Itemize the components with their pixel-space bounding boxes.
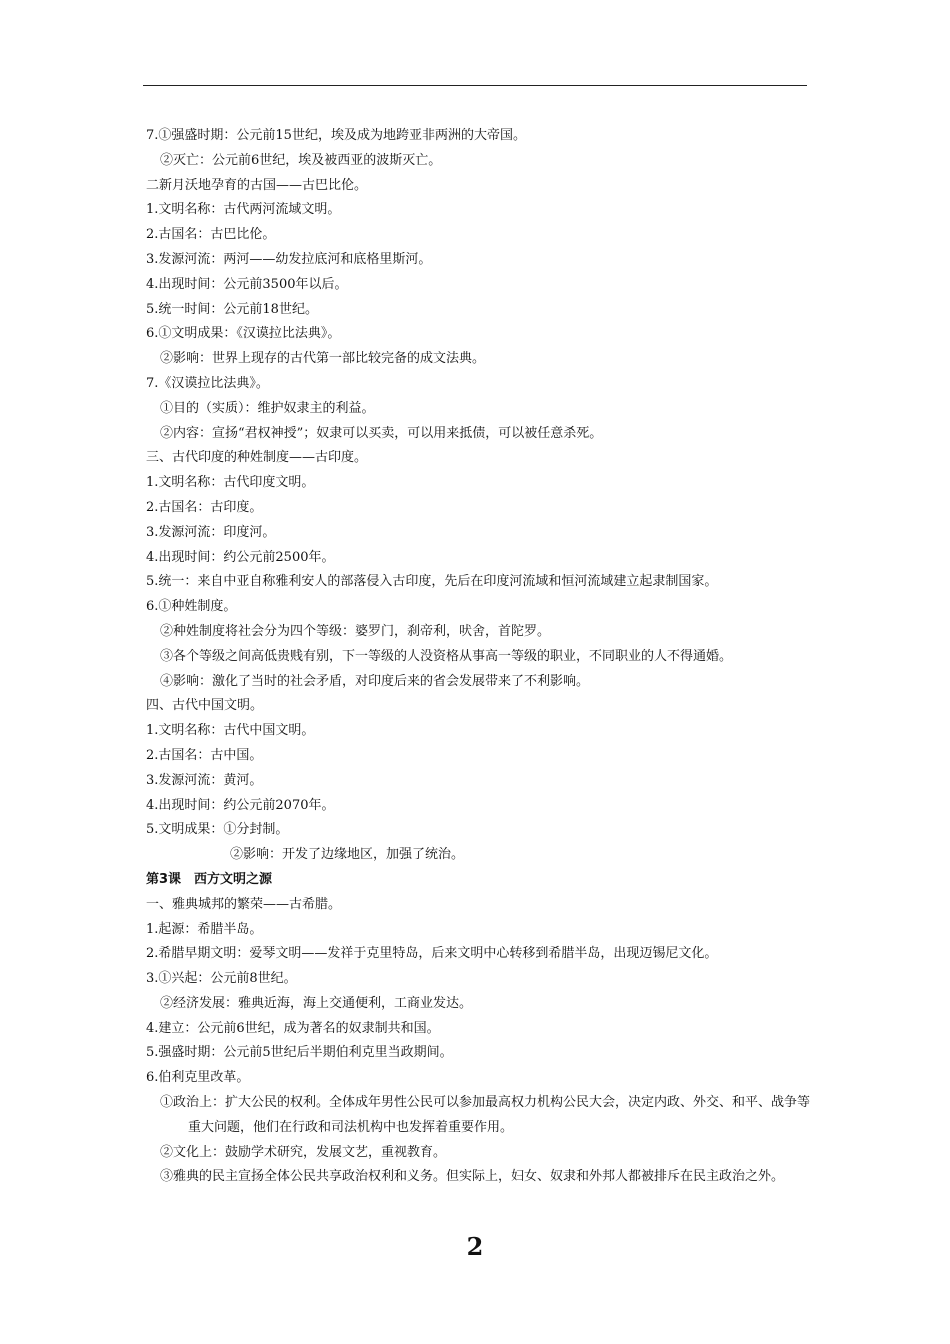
text-line: 4.出现时间：约公元前2500年。 — [146, 549, 335, 565]
text-line: ②文化上：鼓励学术研究，发展文艺，重视教育。 — [160, 1144, 447, 1160]
text-line: 3.发源河流：黄河。 — [146, 772, 263, 788]
text-line: 4.出现时间：公元前3500年以后。 — [146, 276, 348, 292]
text-line: ①目的（实质）：维护奴隶主的利益。 — [160, 400, 375, 416]
text-line: ②经济发展：雅典近海，海上交通便利，工商业发达。 — [160, 995, 473, 1011]
text-line: 2.古国名：古巴比伦。 — [146, 227, 276, 243]
document-body — [0, 124, 950, 1190]
text-line: 1.文明名称：古代两河流域文明。 — [146, 202, 341, 218]
wrapped-text: ③雅典的民主宣扬全体公民共享政治权利和义务。但实际上，妇女、奴隶和外邦人都被排斥在民主政治之外。 — [160, 1169, 785, 1185]
header-rule — [143, 85, 807, 86]
text-line: 2.古国名：古中国。 — [146, 747, 263, 763]
wrapped-text: ①政治上：扩大公民的权利。全体成年男性公民可以参加最高权力机构公民大会，决定内政、外交、和平、战争等重大问题，他们在行政和司法机构中也发挥着重要作用。 — [160, 1095, 811, 1135]
text-line: 7.《汉谟拉比法典》。 — [146, 375, 269, 391]
text-line: ②种姓制度将社会分为四个等级：婆罗门，刹帝利，吠舍，首陀罗。 — [160, 623, 551, 639]
text-line: 6.伯利克里改革。 — [146, 1070, 250, 1086]
text-line: ②影响：世界上现存的古代第一部比较完备的成文法典。 — [160, 351, 486, 367]
text-line: 6.①文明成果：《汉谟拉比法典》。 — [146, 326, 341, 342]
text-line: ②内容：宣扬“君权神授”；奴隶可以买卖，可以用来抵债，可以被任意杀死。 — [160, 425, 603, 441]
text-line: 2.希腊早期文明：爱琴文明——发祥于克里特岛，后来文明中心转移到希腊半岛，出现迈锡尼文化。 — [146, 946, 718, 962]
text-line: 3.①兴起：公元前8世纪。 — [146, 971, 297, 987]
text-line: 四、古代中国文明。 — [146, 698, 264, 714]
text-line: 2.古国名：古印度。 — [146, 499, 263, 515]
text-line: 3.发源河流：印度河。 — [146, 524, 276, 540]
text-line: 1.文明名称：古代中国文明。 — [146, 723, 315, 739]
text-line: 1.文明名称：古代印度文明。 — [146, 475, 315, 491]
text-line: 3.发源河流：两河——幼发拉底河和底格里斯河。 — [146, 251, 432, 267]
lesson-heading: 第3课 西方文明之源 — [146, 871, 273, 887]
text-line: 5.统一：来自中亚自称雅利安人的部落侵入古印度，先后在印度河流域和恒河流域建立起隶制国家。 — [146, 574, 718, 590]
text-line: 6.①种姓制度。 — [146, 599, 237, 615]
text-line: 7.①强盛时期：公元前15世纪，埃及成为地跨亚非两洲的大帝国。 — [146, 128, 526, 143]
text-line: ③各个等级之间高低贵贱有别，下一等级的人没资格从事高一等级的职业，不同职业的人不得通婚。 — [160, 648, 733, 664]
text-line: ②影响：开发了边缘地区，加强了统治。 — [230, 847, 465, 863]
text-line — [0, 1091, 810, 1141]
text-line: 4.出现时间：约公元前2070年。 — [146, 797, 335, 813]
text-line: 二新月沃地孕育的古国——古巴比伦。 — [146, 177, 368, 193]
text-line: 5.文明成果：①分封制。 — [146, 822, 289, 838]
text-line: 4.建立：公元前6世纪，成为著名的奴隶制共和国。 — [146, 1020, 440, 1036]
page-number: 2 — [466, 1232, 484, 1261]
text-line: ②灭亡：公元前6世纪，埃及被西亚的波斯灭亡。 — [160, 152, 442, 168]
text-line: 5.统一时间：公元前18世纪。 — [146, 301, 318, 317]
text-line: 一、雅典城邦的繁荣——古希腊。 — [146, 896, 342, 912]
text-line: 5.强盛时期：公元前5世纪后半期伯利克里当政期间。 — [146, 1045, 453, 1061]
text-line: ④影响：激化了当时的社会矛盾，对印度后来的省会发展带来了不利影响。 — [160, 673, 590, 689]
text-line: 三、古代印度的种姓制度——古印度。 — [146, 450, 368, 466]
text-line — [0, 1165, 810, 1190]
text-line: 1.起源：希腊半岛。 — [146, 921, 263, 937]
